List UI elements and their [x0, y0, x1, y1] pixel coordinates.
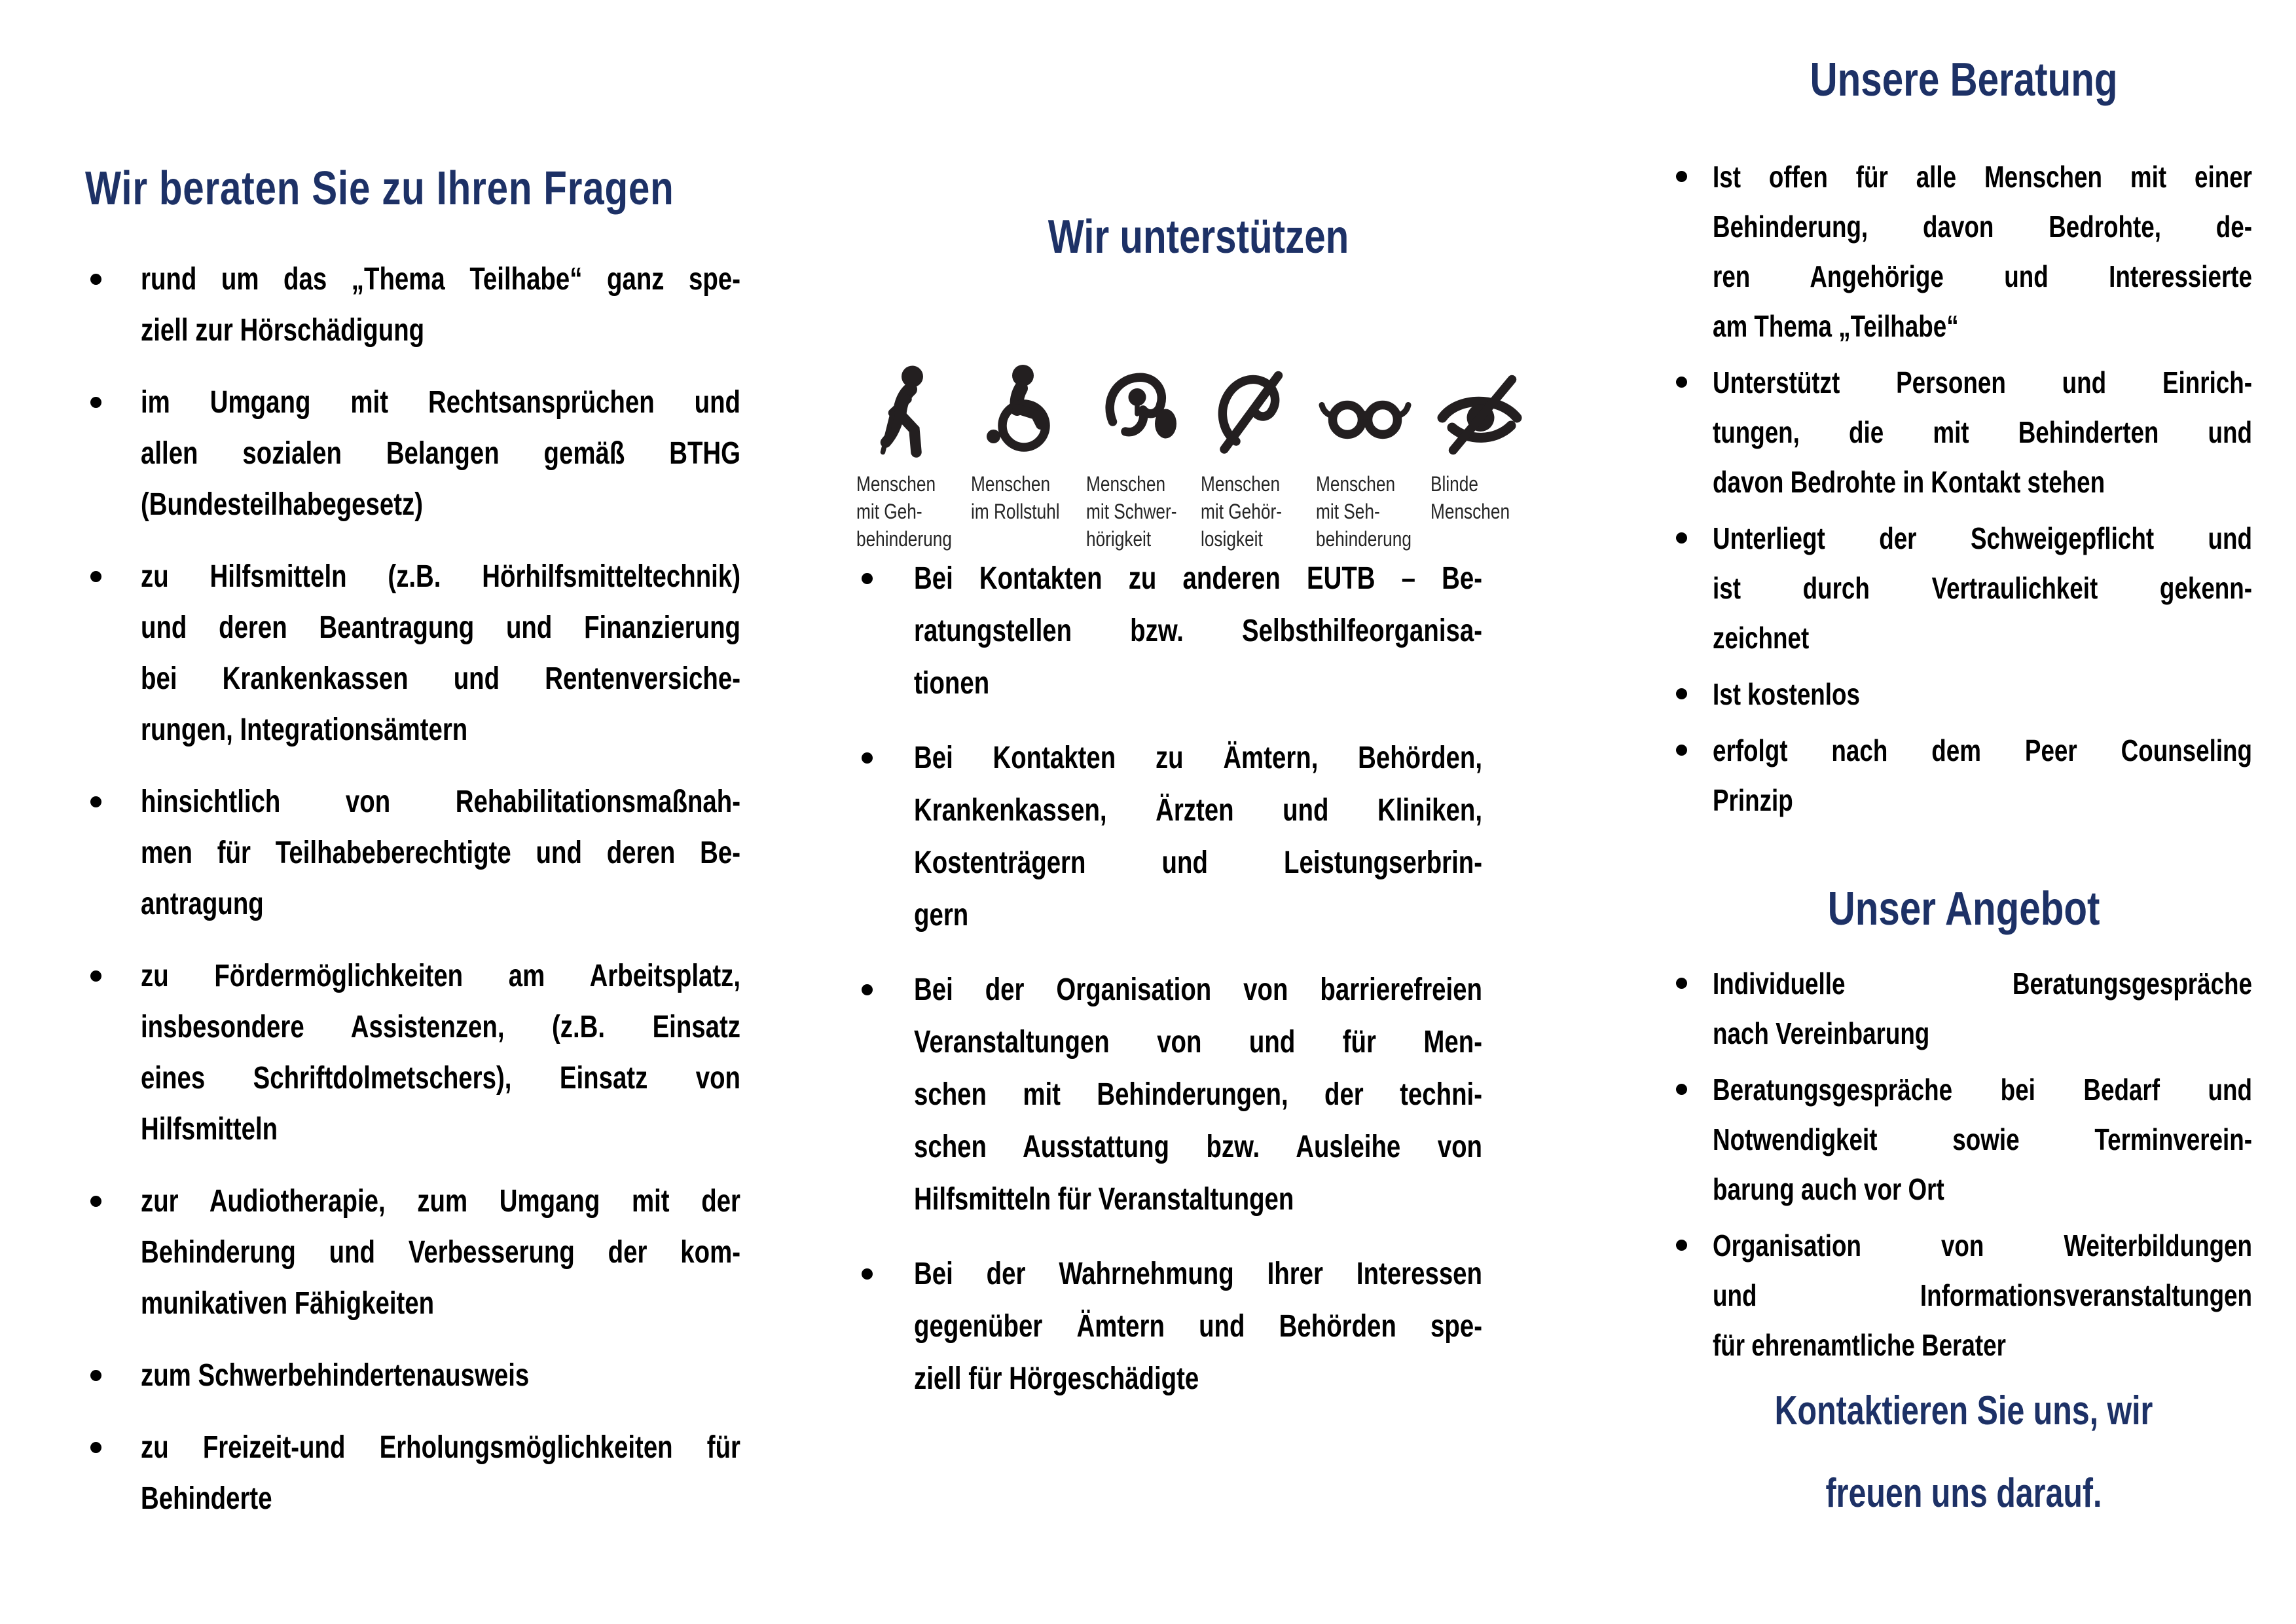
icon-caption-line: Menschen	[1430, 500, 1510, 523]
cta-line-2: freuen uns darauf.	[1825, 1471, 2102, 1516]
left-heading: Wir beraten Sie zu Ihren Fragen	[85, 162, 674, 215]
bullet-item	[856, 1248, 1540, 1405]
bullet-item	[1671, 959, 2257, 1058]
column-we-support	[856, 211, 1540, 1428]
icon-caption-line: Blinde	[1430, 472, 1478, 496]
bullet-line: zeichnet	[1713, 621, 1810, 655]
icon-caption-line: losigkeit	[1201, 527, 1263, 551]
bullet-marker	[85, 951, 141, 982]
icon-caption	[856, 470, 966, 553]
crossed-ear-icon	[1201, 363, 1299, 461]
bullet-line: Bei der Wahrnehmung Ihrer Interessen	[914, 1257, 1482, 1291]
wheelchair-user-icon	[971, 363, 1069, 461]
glasses-icon-cell	[1316, 363, 1426, 553]
bullet-line: barung auch vor Ort	[1713, 1172, 1944, 1206]
icon-caption	[1086, 470, 1196, 553]
bullet-line: insbesondere Assistenzen, (z.B. Einsatz	[141, 1010, 740, 1044]
bullet-line: antragung	[141, 887, 264, 921]
bullet-marker	[1671, 1065, 1713, 1095]
bullet-text	[141, 551, 746, 756]
glasses-icon	[1316, 363, 1414, 461]
bullet-line: zu Fördermöglichkeiten am Arbeitsplatz,	[141, 959, 740, 993]
bullet-line: Behinderung und Verbesserung der kom-	[141, 1235, 740, 1270]
disability-icons-row	[856, 363, 1540, 553]
left-bullet-list	[85, 254, 746, 1524]
bullet-text	[914, 1248, 1540, 1405]
bullet-marker	[856, 1248, 914, 1280]
icon-caption-line: mit Schwer-	[1085, 500, 1177, 523]
bullet-line: Ist offen für alle Menschen mit einer	[1713, 160, 2252, 194]
person-with-cane-icon	[856, 363, 955, 461]
bullet-text	[914, 964, 1540, 1226]
bullet-line: nach Vereinbarung	[1713, 1016, 1930, 1050]
bullet-marker	[1671, 513, 1713, 544]
icon-caption-line: behinderung	[1315, 527, 1412, 551]
bullet-line: schen Ausstattung bzw. Ausleihe von	[914, 1130, 1482, 1164]
bullet-line: Beratungsgespräche bei Bedarf und	[1713, 1073, 2252, 1107]
icon-caption-line: Menschen	[1201, 472, 1281, 496]
bullet-line: Unterstützt Personen und Einrich-	[1713, 365, 2252, 399]
beratung-bullet-list	[1671, 152, 2257, 825]
bullet-line: Veranstaltungen von und für Men-	[914, 1025, 1482, 1060]
bullet-item	[85, 951, 746, 1155]
bullet-item	[85, 254, 746, 356]
bullet-item	[1671, 669, 2257, 719]
bullet-line: gegenüber Ämtern und Behörden spe-	[914, 1309, 1482, 1344]
bullet-item	[85, 1176, 746, 1329]
bullet-marker	[85, 1350, 141, 1381]
bullet-text	[141, 254, 746, 356]
icon-caption-line: Menschen	[1315, 472, 1395, 496]
bullet-text	[141, 777, 746, 930]
bullet-line: und deren Beantragung und Finanzierung	[141, 610, 740, 645]
bullet-text	[141, 1422, 746, 1524]
bullet-marker	[1671, 959, 1713, 989]
bullet-marker	[1671, 358, 1713, 388]
bullet-text	[1713, 726, 2257, 825]
bullet-line: ratungstellen bzw. Selbsthilfeorganisa-	[914, 614, 1482, 648]
bullet-line: Behinderte	[141, 1481, 272, 1516]
icon-caption-line: mit Seh-	[1315, 500, 1380, 523]
bullet-item	[85, 1350, 746, 1401]
bullet-line: ren Angehörige und Interessierte	[1713, 259, 2252, 293]
bullet-line: im Umgang mit Rechtsansprüchen und	[141, 385, 740, 420]
bullet-text	[141, 951, 746, 1155]
bullet-text	[1713, 959, 2257, 1058]
icon-caption	[971, 470, 1081, 525]
crossed-eye-icon-cell	[1430, 363, 1540, 553]
bullet-line: bei Krankenkassen und Rentenversiche-	[141, 661, 740, 696]
bullet-line: schen mit Behinderungen, der techni-	[914, 1077, 1482, 1112]
crossed-ear-icon-cell	[1201, 363, 1311, 553]
bullet-marker	[856, 553, 914, 584]
bullet-line: hinsichtlich von Rehabilitationsmaßnah-	[141, 784, 740, 819]
icon-caption-line: Menschen	[856, 472, 936, 496]
bullet-line: men für Teilhabeberechtigte und deren Be-	[141, 836, 740, 870]
bullet-line: ist durch Vertraulichkeit gekenn-	[1713, 571, 2252, 605]
bullet-item	[856, 553, 1540, 710]
bullet-marker	[85, 377, 141, 408]
bullet-text	[1713, 358, 2257, 507]
bullet-line: rund um das „Thema Teilhabe“ ganz spe-	[141, 262, 740, 297]
icon-caption-line: Menschen	[1085, 472, 1165, 496]
bullet-marker	[1671, 726, 1713, 756]
bullet-line: für ehrenamtliche Berater	[1713, 1328, 2006, 1362]
bullet-line: rungen, Integrationsämtern	[141, 712, 468, 747]
bullet-line: gern	[914, 898, 969, 932]
bullet-line: zur Audiotherapie, zum Umgang mit der	[141, 1184, 740, 1219]
wheelchair-user-icon-cell	[971, 363, 1081, 553]
bullet-text	[1713, 152, 2257, 351]
middle-heading: Wir unterstützen	[1048, 211, 1349, 263]
bullet-line: tionen	[914, 666, 990, 701]
angebot-bullet-list	[1671, 959, 2257, 1370]
bullet-marker	[856, 732, 914, 764]
bullet-line: Notwendigkeit sowie Terminverein-	[1713, 1122, 2252, 1156]
bullet-item	[1671, 152, 2257, 351]
bullet-marker	[85, 1176, 141, 1207]
bullet-line: zu Hilfsmitteln (z.B. Hörhilfsmitteltechnik)	[141, 559, 740, 594]
bullet-line: Bei Kontakten zu Ämtern, Behörden,	[914, 741, 1482, 775]
bullet-text	[1713, 669, 2257, 719]
bullet-marker	[1671, 669, 1713, 699]
bullet-text	[141, 1350, 746, 1401]
bullet-marker	[1671, 152, 1713, 182]
middle-bullet-list	[856, 553, 1540, 1405]
bullet-item	[85, 1422, 746, 1524]
crossed-eye-icon	[1430, 363, 1529, 461]
bullet-line: Individuelle Beratungsgespräche	[1713, 967, 2252, 1001]
icon-caption-line: im Rollstuhl	[971, 500, 1060, 523]
bullet-line: davon Bedrohte in Kontakt stehen	[1713, 465, 2105, 499]
bullet-marker	[85, 551, 141, 582]
bullet-line: Bei Kontakten zu anderen EUTB – Be-	[914, 561, 1482, 596]
icon-caption-line: mit Gehör-	[1201, 500, 1283, 523]
bullet-line: Hilfsmitteln	[141, 1112, 278, 1147]
right-heading-beratung: Unsere Beratung	[1810, 54, 2118, 106]
icon-caption-line: Menschen	[971, 472, 1051, 496]
contact-call-to-action	[1671, 1388, 2257, 1517]
bullet-text	[914, 732, 1540, 942]
person-with-cane-icon-cell	[856, 363, 966, 553]
bullet-line: eines Schriftdolmetschers), Einsatz von	[141, 1061, 740, 1096]
bullet-marker	[1671, 1221, 1713, 1251]
bullet-item	[1671, 726, 2257, 825]
bullet-line: Ist kostenlos	[1713, 677, 1860, 711]
bullet-text	[141, 377, 746, 530]
icon-caption	[1316, 470, 1426, 553]
bullet-item	[1671, 1221, 2257, 1370]
bullet-line: ziell zur Hörschädigung	[141, 313, 425, 348]
bullet-item	[85, 377, 746, 530]
bullet-line: (Bundesteilhabegesetz)	[141, 487, 424, 522]
bullet-marker	[85, 1422, 141, 1453]
column-our-counseling	[1671, 54, 2257, 1517]
bullet-line: allen sozialen Belangen gemäß BTHG	[141, 436, 740, 471]
icon-caption-line: mit Geh-	[856, 500, 922, 523]
bullet-item	[85, 777, 746, 930]
bullet-line: Hilfsmitteln für Veranstaltungen	[914, 1182, 1294, 1217]
bullet-line: erfolgt nach dem Peer Counseling	[1713, 733, 2252, 767]
icon-caption	[1430, 470, 1540, 525]
icon-caption-line: behinderung	[856, 527, 952, 551]
bullet-text	[1713, 1065, 2257, 1214]
bullet-line: Behinderung, davon Bedrohte, de-	[1713, 210, 2252, 244]
bullet-line: Kostenträgern und Leistungserbrin-	[914, 845, 1482, 880]
column-advice-topics	[85, 164, 746, 1545]
bullet-line: Unterliegt der Schweigepflicht und	[1713, 521, 2252, 555]
bullet-line: Prinzip	[1713, 783, 1793, 817]
bullet-item	[1671, 513, 2257, 663]
icon-caption-line: hörigkeit	[1085, 527, 1151, 551]
bullet-line: zum Schwerbehindertenausweis	[141, 1358, 530, 1393]
bullet-line: Krankenkassen, Ärzten und Kliniken,	[914, 793, 1482, 828]
bullet-line: munikativen Fähigkeiten	[141, 1286, 435, 1321]
bullet-text	[914, 553, 1540, 710]
bullet-marker	[85, 254, 141, 285]
bullet-text	[141, 1176, 746, 1329]
bullet-line: Bei der Organisation von barrierefreien	[914, 972, 1482, 1007]
bullet-item	[85, 551, 746, 756]
bullet-item	[856, 732, 1540, 942]
bullet-item	[1671, 1065, 2257, 1214]
bullet-marker	[85, 777, 141, 807]
bullet-line: Organisation von Weiterbildungen	[1713, 1228, 2252, 1263]
bullet-text	[1713, 1221, 2257, 1370]
bullet-line: ziell für Hörgeschädigte	[914, 1361, 1199, 1396]
hearing-aid-icon	[1086, 363, 1184, 461]
cta-line-1: Kontaktieren Sie uns, wir	[1774, 1388, 2153, 1433]
hearing-aid-icon-cell	[1086, 363, 1196, 553]
right-heading-angebot: Unser Angebot	[1827, 883, 2100, 935]
bullet-line: am Thema „Teilhabe“	[1713, 309, 1959, 343]
bullet-marker	[856, 964, 914, 995]
bullet-line: tungen, die mit Behinderten und	[1713, 415, 2252, 449]
bullet-line: zu Freizeit-und Erholungsmöglichkeiten für	[141, 1430, 740, 1465]
bullet-item	[1671, 358, 2257, 507]
bullet-text	[1713, 513, 2257, 663]
bullet-line: und Informationsveranstaltungen	[1713, 1278, 2252, 1312]
icon-caption	[1201, 470, 1311, 553]
bullet-item	[856, 964, 1540, 1226]
